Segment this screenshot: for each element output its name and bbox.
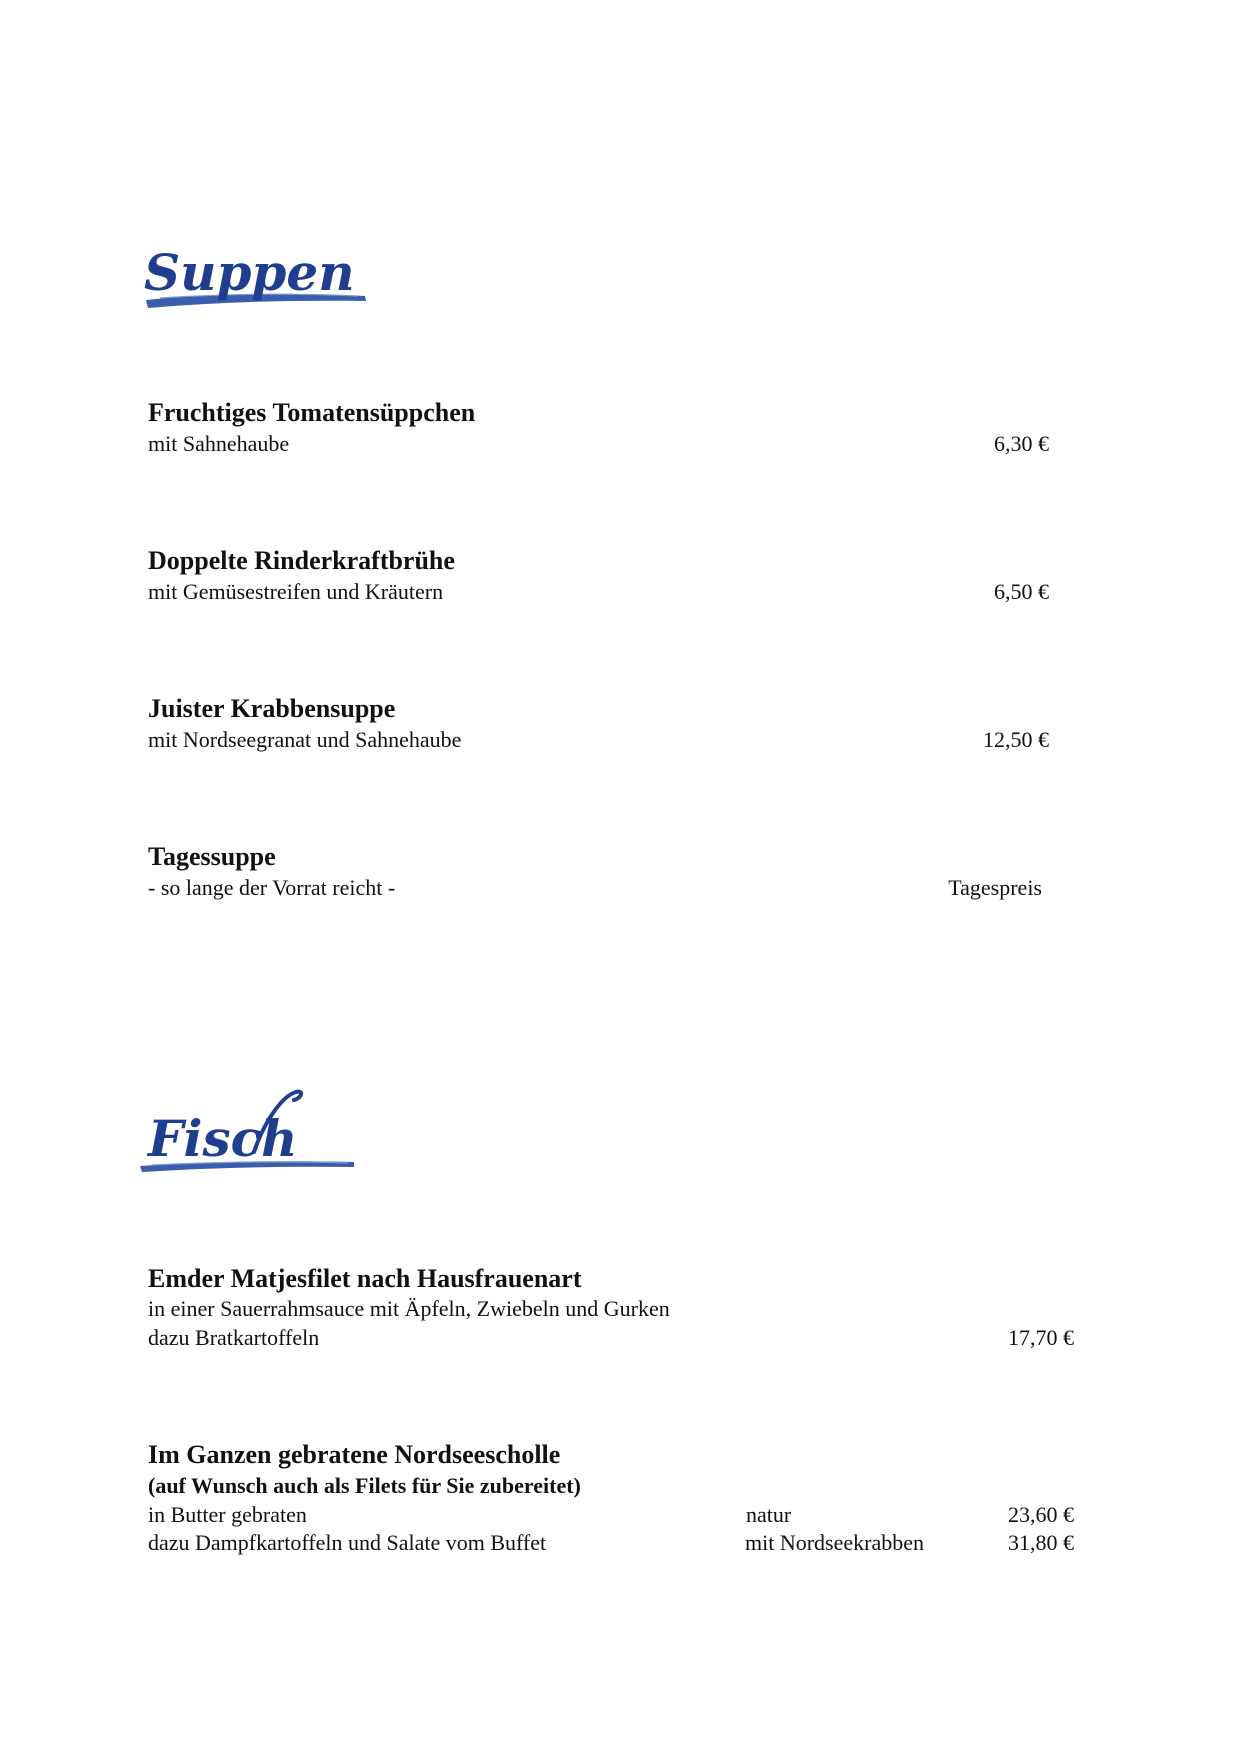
dish-title: Emder Matjesfilet nach Hausfrauenart [148, 1264, 582, 1293]
dish-price: 17,70 € [1008, 1325, 1074, 1350]
section-heading-text: Fisch [148, 1109, 298, 1168]
dish-description-line: in Butter gebraten [148, 1502, 307, 1527]
dish-title: Juister Krabbensuppe [148, 694, 396, 723]
option-price: 23,60 € [1008, 1502, 1074, 1527]
option-label: mit Nordseekrabben [745, 1530, 924, 1555]
dish-description-line: dazu Bratkartoffeln [148, 1325, 320, 1350]
dish-price: 6,30 € [994, 431, 1049, 456]
dish-description-line: dazu Dampfkartoffeln und Salate vom Buffet [148, 1530, 547, 1555]
dish-description-line: in einer Sauerrahmsauce mit Äpfeln, Zwiebeln und Gurken [148, 1296, 670, 1321]
dish-note: (auf Wunsch auch als Filets für Sie zubereitet) [148, 1473, 581, 1498]
dish-title: Tagessuppe [148, 842, 276, 871]
dish-price: 12,50 € [983, 727, 1049, 752]
section-heading-suppen [140, 230, 380, 340]
dish-title: Doppelte Rinderkraftbrühe [148, 546, 455, 575]
dish-description: mit Sahnehaube [148, 431, 290, 456]
dish-description: - so lange der Vorrat reicht - [148, 875, 396, 900]
option-label: natur [746, 1502, 792, 1527]
option-price: 31,80 € [1008, 1530, 1074, 1555]
section-heading-text: Suppen [144, 243, 355, 302]
section-heading-fisch [136, 1082, 376, 1182]
dish-price: 6,50 € [994, 579, 1049, 604]
dish-title: Im Ganzen gebratene Nordseescholle [148, 1440, 561, 1469]
dish-description: mit Nordseegranat und Sahnehaube [148, 727, 462, 752]
dish-title: Fruchtiges Tomatensüppchen [148, 398, 476, 427]
dish-description: mit Gemüsestreifen und Kräutern [148, 579, 444, 604]
dish-price: Tagespreis [948, 875, 1042, 900]
